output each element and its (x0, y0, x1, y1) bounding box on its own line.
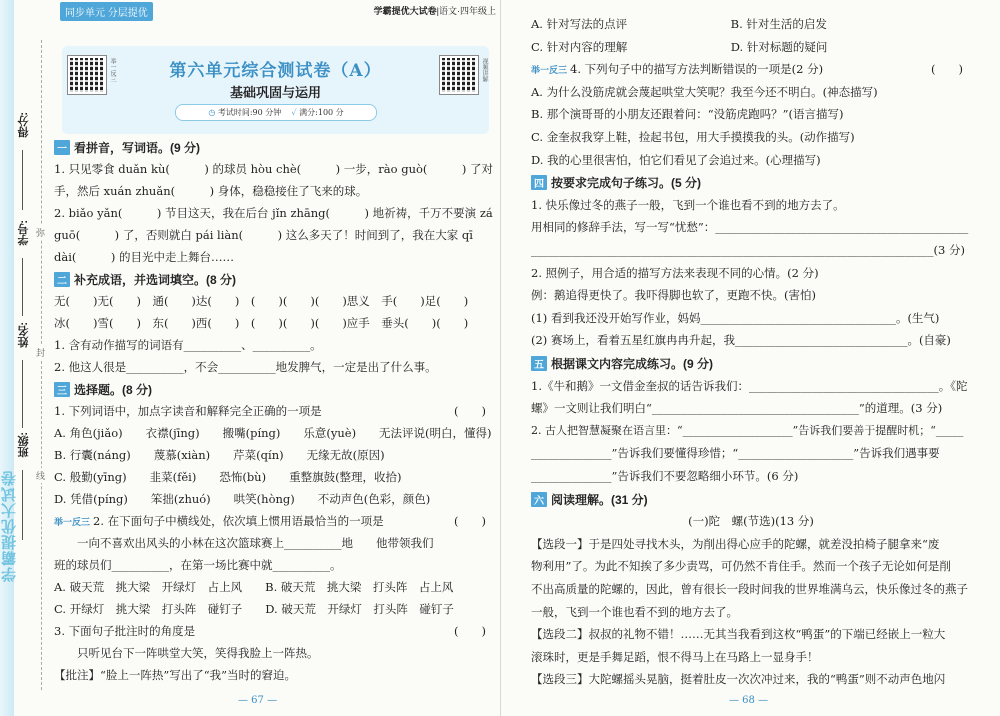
question-line (531, 626, 945, 642)
section-heading (54, 381, 152, 398)
question-text[interactable]: ______________”告诉我们要懂得珍惜；“____________________”告诉我们遇事要 (531, 446, 940, 461)
question-text: A. 为什么没筋虎就会蔑起哄堂大笑呢？我至今还不明白。(神态描写) (531, 84, 878, 99)
question-text: B. 那个演哥哥的小朋友还跟着问：“没筋虎跑吗？”(语言描写) (531, 107, 844, 122)
section-heading (531, 174, 701, 191)
binding-margin (0, 0, 52, 716)
question-text: 物利用”了。为此不知挨了多少责骂，可仍然不肯住手。然而一个孩子无论如何是削 (531, 559, 951, 574)
question-line (54, 469, 402, 485)
question-line (531, 16, 827, 32)
section-number-badge: 五 (531, 356, 547, 371)
question-line (54, 557, 342, 573)
exam-score: 满分:100 分 (299, 108, 344, 117)
question-line (54, 315, 468, 331)
exam-title: 第六单元综合测试卷（A） (169, 61, 382, 81)
page-number-left: — 67 — (238, 695, 278, 706)
question-text: A. 破天荒 挑大梁 开绿灯 占上风 B. 破天荒 挑大梁 打头阵 占上风 (54, 580, 454, 594)
spine-strip (0, 0, 18, 716)
question-line (531, 197, 845, 213)
question-text[interactable]: 手，然后 xuán zhuǎn( ) 身体，稳稳接住了飞来的球。 (54, 184, 368, 198)
section-title: 阅读理解。(31 分) (551, 492, 648, 507)
section-heading (531, 355, 713, 372)
question-line (531, 152, 821, 168)
exam-header (62, 46, 489, 134)
question-text: A. 针对写法的点评 B. 针对生活的启发 (531, 17, 827, 31)
variant-tag: 举一反三 (54, 518, 91, 528)
question-line (54, 513, 384, 531)
section-title: 根据课文内容完成练习。(9 分) (551, 357, 714, 371)
question-line (531, 536, 939, 552)
answer-parentheses[interactable]: ( ) (931, 62, 963, 77)
question-text: C. 金奎叔我穿上鞋，捡起书包，用大手摸摸我的头。(动作描写) (531, 130, 855, 144)
question-text[interactable]: 1. 含有动作描写的词语有__________、__________。 (54, 338, 322, 352)
question-line (54, 425, 492, 441)
question-line (54, 403, 322, 419)
question-text[interactable]: 1.《牛和鹅》一文借金奎叔的话告诉我们：_________________________________。《陀 (531, 378, 968, 393)
question-line (531, 445, 940, 461)
question-line (54, 205, 493, 221)
check-icon: ✓ (291, 108, 297, 117)
question-text[interactable]: (1) 看到我还没开始写作业，妈妈__________________________________。(生气) (531, 310, 940, 325)
question-text: 1. 快乐像过冬的燕子一般，飞到一个谁也看不到的地方去了。 (531, 197, 845, 212)
question-line (531, 39, 827, 55)
question-line (54, 227, 473, 243)
question-line (54, 447, 385, 463)
question-line (531, 265, 819, 281)
section-number-badge: 六 (531, 492, 547, 507)
seal-char-mi: 弥 (36, 225, 45, 240)
section-title: 按要求完成句子练习。(5 分) (551, 176, 702, 191)
question-line (54, 667, 296, 683)
question-line (54, 491, 430, 507)
qr-left-note: 举一反三 (109, 58, 116, 82)
question-text[interactable]: guō( ) 了，否则就白 pái liàn( ) 这么多天了！时间到了，我在大家 qī (54, 228, 473, 242)
question-text[interactable]: 无( )无( ) 通( )达( ) ( )( )( )思义 手( )足( ) (54, 294, 469, 308)
question-text[interactable]: dài( ) 的目光中走上舞台…… (54, 250, 235, 264)
question-line (531, 219, 968, 235)
question-line (54, 337, 322, 353)
seal-line (41, 40, 42, 690)
question-text: 4. 下列句子中的描写方法判断错误的一项是(2 分) (570, 62, 824, 77)
question-text: 只听见台下一阵哄堂大笑，笑得我脸上一阵热。 (54, 646, 319, 660)
question-text: 滚珠时，更是手舞足蹈，恨不得马上在马路上一显身手！ (531, 649, 819, 664)
question-line (531, 513, 971, 529)
question-text[interactable]: 用相同的修辞手法，写一写“忧愁”：____________________________________________ (531, 220, 969, 235)
question-line (54, 535, 434, 551)
question-line (531, 129, 855, 145)
question-line (54, 645, 319, 661)
section-number-badge: 四 (531, 175, 547, 190)
right-page (500, 0, 1000, 716)
seal-char-feng: 封 (36, 345, 45, 360)
series-subject: |语文·四年级上 (436, 6, 496, 16)
question-text: 【选段二】叔叔的礼物不错！……无其当我看到这枚“鸭蛋”的下端已经嵌上一粒大 (531, 627, 946, 642)
spine-title: 学霸提优大试卷 (0, 470, 18, 582)
question-text: 不出高质量的陀螺的，因此，曾有很长一段时间我的世界堆满乌云，快乐像过冬的燕子 (531, 582, 968, 596)
exam-time: 考试时间:90 分钟 (217, 108, 282, 117)
question-line (531, 558, 951, 574)
answer-parentheses[interactable]: ( ) (454, 514, 486, 528)
class-field[interactable] (22, 470, 23, 540)
question-text: D. 凭借(píng) 笨拙(zhuó) 哄笑(hòng) 不动声色(色彩，颜色) (54, 492, 431, 506)
question-text: C. 针对内容的理解 D. 针对标题的疑问 (531, 39, 828, 54)
class-label: 班级: (18, 432, 30, 458)
section-number-badge: 三 (54, 382, 70, 397)
question-text: A. 角色(jiǎo) 衣襟(jīng) 搬嘴(píng) 乐意(yuè) 无法评说(明白，懂得) (54, 426, 492, 440)
question-line (531, 671, 945, 687)
question-line (531, 310, 939, 326)
question-line (54, 623, 195, 639)
page-number-right: — 68 — (729, 695, 769, 706)
score-field[interactable] (22, 150, 23, 210)
exam-info (175, 104, 377, 121)
question-text: B. 行囊(náng) 蔑慕(xiàn) 芹菜(qín) 无缘无故(原因) (54, 448, 385, 462)
question-line (531, 378, 967, 394)
question-line (54, 579, 453, 595)
question-text[interactable]: 班的球员们__________，在第一场比赛中就__________。 (54, 558, 342, 572)
question-text[interactable]: ______________”告诉我们不要忽略细小环节。(6 分) (531, 469, 799, 483)
question-text[interactable]: 1. 只见零食 duǎn kù( ) 的球员 hòu chè( ) 一步，rào guò( ) 了对 (54, 162, 494, 176)
student-id-field[interactable] (22, 258, 23, 316)
section-heading (531, 491, 648, 508)
student-id-label: 学号: (18, 220, 30, 246)
question-text[interactable]: 2. 他这人很是__________，不会__________地发脾气，一定是出了什么事。 (54, 360, 437, 374)
question-line (531, 604, 738, 620)
question-line (54, 183, 367, 199)
question-text: 一般，飞到一个谁也看不到的地方去了。 (531, 604, 738, 619)
section-heading (54, 271, 236, 288)
question-text: 【批注】“脸上一阵热”写出了“我”当时的窘迫。 (54, 668, 297, 682)
question-text[interactable]: 2. 古人把智慧凝聚在语言里：“____________________”告诉我们要善于提醒时机；“_____ (531, 423, 964, 437)
question-line (531, 649, 819, 665)
question-text: 2. 在下面句子中横线处，依次填上惯用语最恰当的一项是 (93, 514, 384, 528)
question-text: 【选段三】大陀螺摇头晃脑，挺着肚皮一次次冲过来，我的“鸭蛋”则不动声色地闪 (531, 672, 946, 687)
series-name (374, 4, 496, 17)
question-text: 3. 下面句子批注时的角度是 (54, 624, 196, 638)
question-text: D. 我的心里很害怕，怕它们看见了会追过来。(心理描写) (531, 152, 821, 167)
question-line (54, 161, 493, 177)
question-line (54, 249, 234, 265)
section-number-badge: 二 (54, 272, 70, 287)
question-text[interactable]: (2) 赛场上，看着五星红旗冉冉升起，我______________________________。(自豪) (531, 333, 951, 348)
question-line (531, 332, 951, 348)
variant-tag: 举一反三 (531, 66, 568, 77)
question-line (531, 84, 878, 100)
question-text: C. 般勤(yīng) 韭菜(fěi) 恐怖(bù) 重整旗鼓(整理，收拾) (54, 470, 402, 484)
qr-right-note: 视频讲解 (481, 58, 488, 82)
question-text: 例：鹅追得更快了。我吓得脚也软了，更跑不快。(害怕) (531, 288, 816, 303)
question-line (531, 61, 823, 79)
question-text: 1. 下列词语中，加点字读音和解释完全正确的一项是 (54, 404, 322, 418)
question-line (54, 359, 437, 375)
question-line (531, 106, 844, 122)
question-text: (一)陀 螺(节选)(13 分) (688, 514, 814, 529)
question-text: 2. 照例子，用合适的描写方法来表现不同的心情。(2 分) (531, 265, 819, 280)
question-line (531, 242, 965, 258)
section-title: 补充成语，并选词填空。(8 分) (74, 273, 237, 287)
question-line (54, 601, 454, 617)
question-text[interactable]: ______________________________________________________________________(3 分) (531, 243, 965, 257)
seal-char-xian: 线 (36, 468, 45, 483)
answer-parentheses[interactable]: ( ) (454, 624, 486, 638)
question-text[interactable]: 2. biǎo yǎn( ) 节目这天，我在后台 jǐn zhāng( ) 地祈祷，千万不要演 zá (54, 206, 493, 220)
section-title: 看拼音，写词语。(9 分) (74, 141, 201, 155)
question-line (531, 468, 798, 484)
exam-subtitle: 基础巩固与运用 (229, 85, 321, 100)
question-text[interactable]: 一向不喜欢出风头的小林在这次篮球赛上__________地 他带领我们 (54, 536, 434, 550)
question-text[interactable]: 螺》一文则让我们明白“____________________________________”的道理。(3 分) (531, 401, 943, 416)
series-tag: 同步单元 分层提优 (60, 2, 153, 21)
question-text: 【选段一】于是四处寻找木头，为削出得心应手的陀螺，就差没拍椅子腿拿来“废 (531, 536, 940, 551)
section-number-badge: 一 (54, 140, 70, 155)
question-line (531, 287, 816, 303)
section-heading (54, 139, 200, 156)
question-line (531, 423, 963, 439)
question-line (54, 293, 468, 309)
series-title: 学霸提优大试卷 (373, 6, 437, 16)
score-label: 得分: (18, 112, 30, 138)
top-bar (60, 2, 496, 20)
question-line (531, 400, 942, 416)
question-text[interactable]: 冰( )雪( ) 东( )西( ) ( )( )( )应手 垂头( )( ) (54, 316, 469, 330)
name-label: 姓名: (18, 322, 30, 348)
clock-icon: ◷ (208, 108, 216, 117)
section-title: 选择题。(8 分) (74, 383, 153, 397)
name-field[interactable] (22, 360, 23, 428)
answer-parentheses[interactable]: ( ) (454, 404, 486, 418)
question-text: C. 开绿灯 挑大梁 打头阵 碰钉子 D. 破天荒 开绿灯 打头阵 碰钉子 (54, 602, 454, 616)
question-line (531, 581, 968, 597)
